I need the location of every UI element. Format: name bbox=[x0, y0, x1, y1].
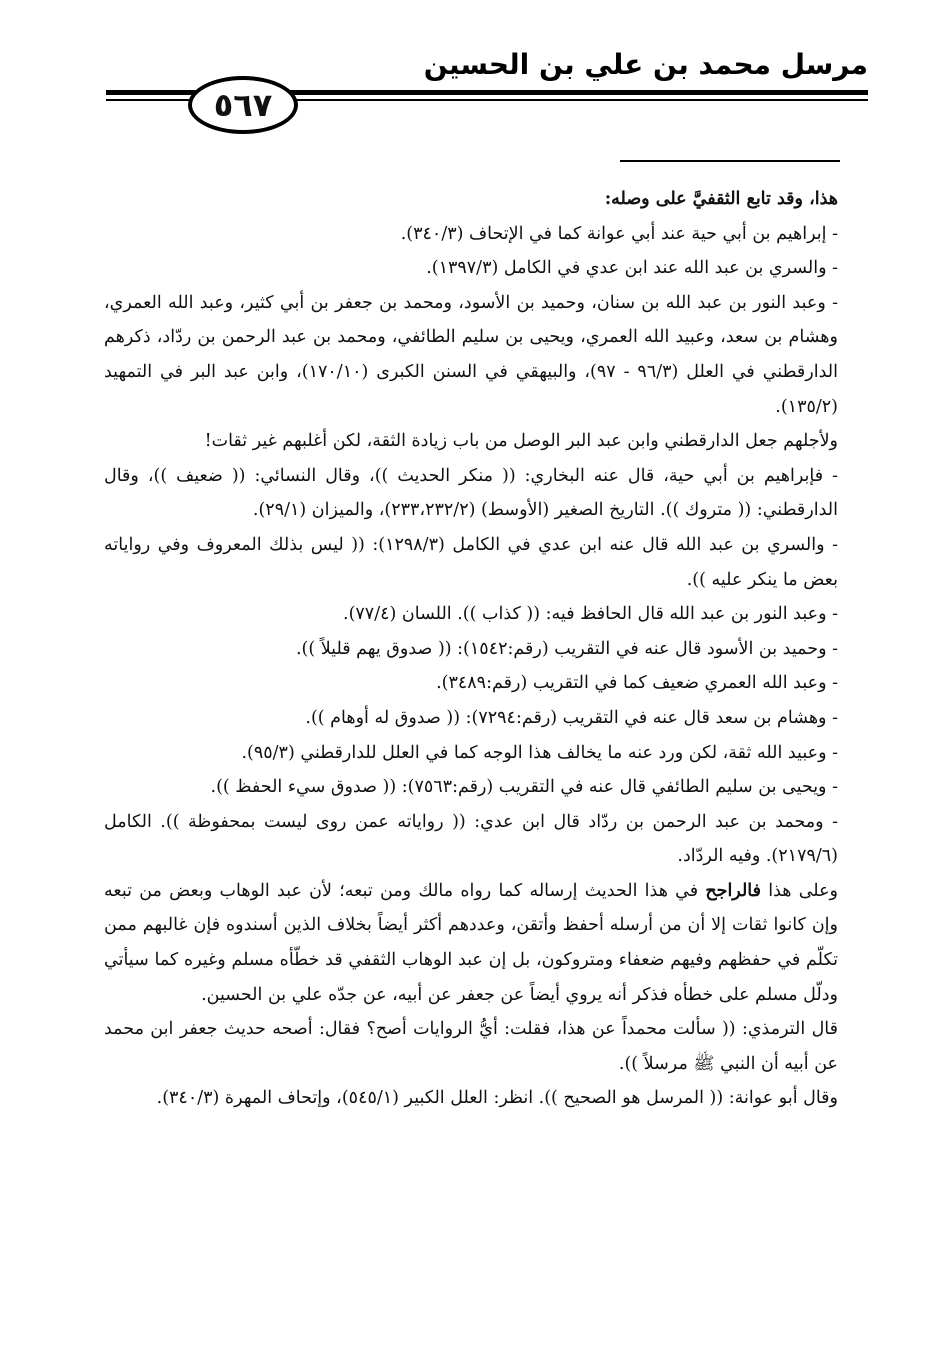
page-number-badge bbox=[188, 76, 298, 134]
conclusion-rest: في هذا الحديث إرساله كما رواه مالك ومن تبعه؛ لأن عبد الوهاب وبعض من تبعه وإن كانوا ثقات إلا أن من أرسله أحفظ وأتقن، وعددهم أكثر أيضاً بخلاف الذين أسندوه فإن غالبهم ممن تكلّم في حفظهم وفيهم ضعفاء ومتروكون، بل إن عبد الوهاب الثقفي قد خطّأه مسلم وغيره كما سيأتي ودلّل مسلم على خطأه فذكر أنه يروي أيضاً عن جعفر عن أبيه، عن جدّه علي بن الحسين. bbox=[104, 880, 838, 1005]
narrator-ubaydullah: - وعبيد الله ثقة، لكن ورد عنه ما يخالف هذا الوجه كما في العلل للدارقطني (٩٥/٣). bbox=[241, 742, 838, 763]
conclusion bbox=[104, 874, 838, 1012]
body-text bbox=[104, 182, 838, 1116]
narrator-yahya: - ويحيى بن سليم الطائفي قال عنه في التقريب (رقم:٧٥٦٣): (( صدوق سيء الحفظ )). bbox=[210, 777, 838, 798]
tirmidhi-quote: قال الترمذي: (( سألت محمداً عن هذا، فقلت: أيُّ الروايات أصح؟ فقال: أصحه حديث جعفر ابن محمد عن أبيه أن النبي ﷺ مرسلاً )). bbox=[104, 1019, 838, 1074]
narrator-sari: - والسري بن عبد الله قال عنه ابن عدي في الكامل (١٢٩٨/٣): (( ليس بذلك المعروف وفي رواياته بعض ما ينكر عليه )). bbox=[104, 534, 838, 590]
follower-3: - وعبد النور بن عبد الله بن سنان، وحميد بن الأسود، ومحمد بن جعفر بن أبي كثير، وعبد الله العمري، وهشام بن سعد، وعبيد الله العمري، ويحيى بن سليم الطائفي، ومحمد بن عبد الرحمن بن ردّاد، ذكرهم الدارقطني في العلل (٩٦/٣ - ٩٧)، والبيهقي في السنن الكبرى (١٧٠/١٠)، وابن عبد البر في التمهيد (١٣٥/٢). bbox=[104, 292, 838, 417]
follower-2: - والسري بن عبد الله عند ابن عدي في الكامل (١٣٩٧/٣). bbox=[426, 258, 838, 279]
conclusion-keyword: فالراجح bbox=[705, 880, 761, 901]
narrator-muhammad-raddad: - ومحمد بن عبد الرحمن بن ردّاد قال ابن عدي: (( رواياته عمن روى ليست بمحفوظة )). الكامل (٢١٧٩/٦). وفيه الردّاد. bbox=[104, 811, 838, 867]
narrator-abd-al-nur: - وعبد النور بن عبد الله قال الحافظ فيه: (( كذاب )). اللسان (٧٧/٤). bbox=[343, 604, 838, 625]
page-number: ٥٦٧ bbox=[213, 86, 273, 124]
follower-1: - إبراهيم بن أبي حية عند أبي عوانة كما في الإتحاف (٣٤٠/٣). bbox=[400, 223, 838, 244]
running-title: مرسل محمد بن علي بن الحسين bbox=[423, 48, 868, 81]
section-divider bbox=[620, 160, 840, 162]
heading: هذا، وقد تابع الثقفيَّ على وصله: bbox=[604, 189, 838, 209]
narrator-abdullah-umari: - وعبد الله العمري ضعيف كما في التقريب (رقم:٣٤٨٩). bbox=[436, 673, 838, 694]
narrator-hisham: - وهشام بن سعد قال عنه في التقريب (رقم:٧٢٩٤): (( صدوق له أوهام )). bbox=[305, 707, 838, 728]
conclusion-prefix: وعلى هذا bbox=[761, 880, 838, 901]
narrator-humayd: - وحميد بن الأسود قال عنه في التقريب (رقم:١٥٤٢): (( صدوق يهم قليلاً )). bbox=[295, 638, 838, 659]
abu-awana-quote: وقال أبو عوانة: (( المرسل هو الصحيح )). انظر: العلل الكبير (٥٤٥/١)، وإتحاف المهرة (٣٤٠/٣). bbox=[156, 1088, 838, 1109]
narrator-ibrahim: - فإبراهيم بن أبي حية، قال عنه البخاري: (( منكر الحديث ))، وقال النسائي: (( ضعيف ))، وقال الدارقطني: (( متروك )). التاريخ الصغير (الأوسط) (٢٣٣،٢٣٢/٢)، والميزان (٢٩/١). bbox=[104, 465, 838, 521]
summary: ولأجلهم جعل الدارقطني وابن عبد البر الوصل من باب زيادة الثقة، لكن أغلبهم غير ثقات! bbox=[204, 431, 838, 452]
